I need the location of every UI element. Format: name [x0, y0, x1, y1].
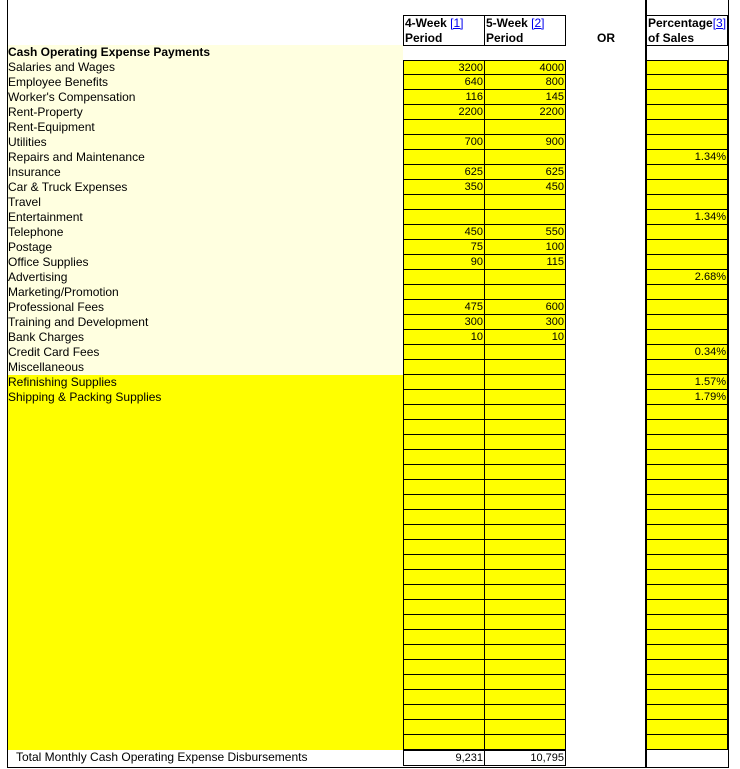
cell-4-week[interactable]: 10 [403, 330, 485, 345]
row-label: Rent-Equipment [8, 120, 95, 134]
cell-5-week[interactable] [484, 495, 566, 510]
cell-4-week[interactable] [403, 675, 485, 690]
cell-percentage[interactable] [646, 285, 728, 300]
cell-percentage[interactable] [646, 405, 728, 420]
cell-4-week[interactable]: 350 [403, 180, 485, 195]
cell-percentage[interactable] [646, 555, 728, 570]
cell-4-week[interactable] [403, 285, 485, 300]
cell-5-week[interactable] [484, 405, 566, 420]
cell-4-week[interactable] [403, 735, 485, 750]
row-label: Worker's Compensation [8, 90, 136, 104]
cell-5-week[interactable] [484, 600, 566, 615]
cell-percentage[interactable] [646, 600, 728, 615]
cell-5-week[interactable] [484, 570, 566, 585]
row-label: Telephone [8, 225, 64, 239]
cell-5-week[interactable] [484, 555, 566, 570]
cell-4-week[interactable] [403, 705, 485, 720]
cell-5-week[interactable]: 800 [484, 75, 566, 90]
cell-percentage[interactable] [646, 165, 728, 180]
cell-percentage[interactable] [646, 630, 728, 645]
cell-5-week[interactable] [484, 630, 566, 645]
cell-4-week[interactable]: 475 [403, 300, 485, 315]
cell-4-week[interactable] [403, 405, 485, 420]
cell-5-week[interactable]: 100 [484, 240, 566, 255]
cell-5-week[interactable] [484, 540, 566, 555]
cell-4-week[interactable]: 700 [403, 135, 485, 150]
cell-percentage[interactable] [646, 195, 728, 210]
cell-percentage[interactable] [646, 660, 728, 675]
cell-percentage[interactable]: 1.34% [646, 150, 728, 165]
cell-5-week[interactable] [484, 420, 566, 435]
cell-percentage[interactable] [646, 720, 728, 735]
cell-percentage[interactable] [646, 240, 728, 255]
cell-4-week[interactable] [403, 585, 485, 600]
cell-4-week[interactable] [403, 210, 485, 225]
cell-5-week[interactable] [484, 720, 566, 735]
header-4-week-period: 4-Week [1] Period [403, 15, 485, 46]
cell-5-week[interactable] [484, 285, 566, 300]
cell-percentage[interactable] [646, 465, 728, 480]
footnote-link-2[interactable]: [2] [531, 16, 545, 30]
row-label: Advertising [8, 270, 68, 284]
cell-percentage[interactable] [646, 450, 728, 465]
cell-4-week[interactable] [403, 390, 485, 405]
cell-percentage[interactable] [646, 690, 728, 705]
custom-rows-background [8, 375, 403, 750]
cell-5-week[interactable]: 2200 [484, 105, 566, 120]
cell-percentage[interactable]: 0.34% [646, 345, 728, 360]
cell-percentage[interactable] [646, 480, 728, 495]
cell-5-week[interactable]: 300 [484, 315, 566, 330]
cell-4-week[interactable] [403, 555, 485, 570]
row-label: Insurance [8, 165, 61, 179]
header-5-week-period: 5-Week [2] Period [484, 15, 566, 46]
cell-percentage[interactable] [646, 300, 728, 315]
cell-5-week[interactable] [484, 480, 566, 495]
cell-4-week[interactable]: 300 [403, 315, 485, 330]
cell-4-week[interactable] [403, 615, 485, 630]
cell-5-week[interactable]: 145 [484, 90, 566, 105]
cell-percentage[interactable] [646, 255, 728, 270]
row-label: Employee Benefits [8, 75, 109, 89]
row-label: Miscellaneous [8, 360, 85, 374]
row-label: Car & Truck Expenses [8, 180, 128, 194]
cell-5-week[interactable] [484, 615, 566, 630]
cell-4-week[interactable] [403, 270, 485, 285]
cell-5-week[interactable] [484, 525, 566, 540]
cell-percentage[interactable] [646, 615, 728, 630]
cell-4-week[interactable] [403, 540, 485, 555]
cell-5-week[interactable]: 450 [484, 180, 566, 195]
row-label: Office Supplies [8, 255, 89, 269]
cell-percentage[interactable] [646, 180, 728, 195]
cell-5-week[interactable]: 10 [484, 330, 566, 345]
cell-5-week[interactable]: 550 [484, 225, 566, 240]
row-label: Training and Development [8, 315, 149, 329]
cell-percentage[interactable] [646, 570, 728, 585]
cell-percentage[interactable] [646, 90, 728, 105]
cell-percentage[interactable] [646, 60, 728, 75]
cell-5-week[interactable] [484, 120, 566, 135]
row-label: Travel [8, 195, 41, 209]
cell-5-week[interactable] [484, 510, 566, 525]
cell-4-week[interactable] [403, 525, 485, 540]
cell-percentage[interactable] [646, 135, 728, 150]
cell-4-week[interactable]: 640 [403, 75, 485, 90]
cell-4-week[interactable] [403, 360, 485, 375]
cell-5-week[interactable] [484, 690, 566, 705]
cell-4-week[interactable]: 625 [403, 165, 485, 180]
cell-percentage[interactable]: 2.68% [646, 270, 728, 285]
row-label: Salaries and Wages [8, 60, 115, 74]
row-label: Utilities [8, 135, 47, 149]
footnote-link-1[interactable]: [1] [450, 16, 464, 30]
cell-5-week[interactable] [484, 675, 566, 690]
cell-percentage[interactable] [646, 435, 728, 450]
cell-percentage[interactable] [646, 330, 728, 345]
cell-5-week[interactable]: 600 [484, 300, 566, 315]
cell-5-week[interactable] [484, 705, 566, 720]
total-4-week-value: 9,231 [403, 750, 485, 766]
row-label: Refinishing Supplies [8, 375, 117, 389]
row-label: Credit Card Fees [8, 345, 100, 359]
cell-percentage[interactable] [646, 705, 728, 720]
cell-5-week[interactable] [484, 195, 566, 210]
cell-5-week[interactable] [484, 360, 566, 375]
row-label: Bank Charges [8, 330, 85, 344]
cell-4-week[interactable] [403, 720, 485, 735]
cell-percentage[interactable]: 1.79% [646, 390, 728, 405]
cell-5-week[interactable] [484, 585, 566, 600]
cell-5-week[interactable] [484, 150, 566, 165]
cell-percentage[interactable] [646, 120, 728, 135]
section-title: Cash Operating Expense Payments [8, 45, 211, 59]
total-5-week-value: 10,795 [484, 750, 566, 766]
cell-5-week[interactable] [484, 345, 566, 360]
cell-percentage[interactable] [646, 360, 728, 375]
cell-4-week[interactable]: 3200 [403, 60, 485, 75]
cell-4-week[interactable] [403, 435, 485, 450]
or-label: OR [597, 31, 615, 45]
cell-5-week[interactable]: 900 [484, 135, 566, 150]
row-label: Professional Fees [8, 300, 105, 314]
cell-4-week[interactable]: 90 [403, 255, 485, 270]
cell-percentage[interactable] [646, 525, 728, 540]
cell-4-week[interactable]: 450 [403, 225, 485, 240]
cell-4-week[interactable] [403, 420, 485, 435]
row-label: Shipping & Packing Supplies [8, 390, 162, 404]
cell-percentage[interactable]: 1.57% [646, 375, 728, 390]
cell-5-week[interactable] [484, 450, 566, 465]
cell-percentage[interactable] [646, 585, 728, 600]
total-label: Total Monthly Cash Operating Expense Disbursements [16, 750, 308, 764]
cell-4-week[interactable] [403, 510, 485, 525]
cell-percentage[interactable] [646, 420, 728, 435]
cell-percentage[interactable] [646, 645, 728, 660]
cell-percentage[interactable] [646, 75, 728, 90]
row-label: Marketing/Promotion [8, 285, 119, 299]
cell-5-week[interactable] [484, 735, 566, 750]
cell-4-week[interactable]: 2200 [403, 105, 485, 120]
cell-4-week[interactable] [403, 645, 485, 660]
cell-5-week[interactable] [484, 645, 566, 660]
cell-percentage[interactable] [646, 735, 728, 750]
cell-5-week[interactable] [484, 435, 566, 450]
cell-percentage[interactable] [646, 510, 728, 525]
cell-4-week[interactable] [403, 450, 485, 465]
row-label: Rent-Property [8, 105, 83, 119]
header-percentage-of-sales: Percentage[3] of Sales [648, 16, 727, 45]
cell-percentage[interactable] [646, 495, 728, 510]
cell-5-week[interactable]: 625 [484, 165, 566, 180]
cell-5-week[interactable] [484, 660, 566, 675]
cell-4-week[interactable] [403, 345, 485, 360]
cell-4-week[interactable] [403, 690, 485, 705]
footnote-link-3[interactable]: [3] [712, 16, 727, 30]
row-label: Repairs and Maintenance [8, 150, 145, 164]
cell-4-week[interactable] [403, 660, 485, 675]
cell-4-week[interactable] [403, 150, 485, 165]
cell-5-week[interactable] [484, 270, 566, 285]
row-label: Entertainment [8, 210, 83, 224]
cell-percentage[interactable] [646, 105, 728, 120]
cell-5-week[interactable] [484, 210, 566, 225]
cell-5-week[interactable] [484, 465, 566, 480]
cell-4-week[interactable] [403, 600, 485, 615]
cell-4-week[interactable] [403, 375, 485, 390]
cell-5-week[interactable]: 115 [484, 255, 566, 270]
cell-4-week[interactable] [403, 480, 485, 495]
row-label: Postage [8, 240, 53, 254]
cell-4-week[interactable] [403, 120, 485, 135]
cell-4-week[interactable] [403, 195, 485, 210]
cell-percentage[interactable] [646, 315, 728, 330]
cell-4-week[interactable] [403, 570, 485, 585]
cell-5-week[interactable] [484, 375, 566, 390]
cell-percentage[interactable] [646, 225, 728, 240]
cell-4-week[interactable]: 75 [403, 240, 485, 255]
cell-4-week[interactable] [403, 630, 485, 645]
cell-5-week[interactable] [484, 390, 566, 405]
cell-percentage[interactable]: 1.34% [646, 210, 728, 225]
cell-percentage[interactable] [646, 675, 728, 690]
cell-4-week[interactable] [403, 495, 485, 510]
cell-4-week[interactable] [403, 465, 485, 480]
cell-5-week[interactable]: 4000 [484, 60, 566, 75]
cell-percentage[interactable] [646, 540, 728, 555]
cell-4-week[interactable]: 116 [403, 90, 485, 105]
